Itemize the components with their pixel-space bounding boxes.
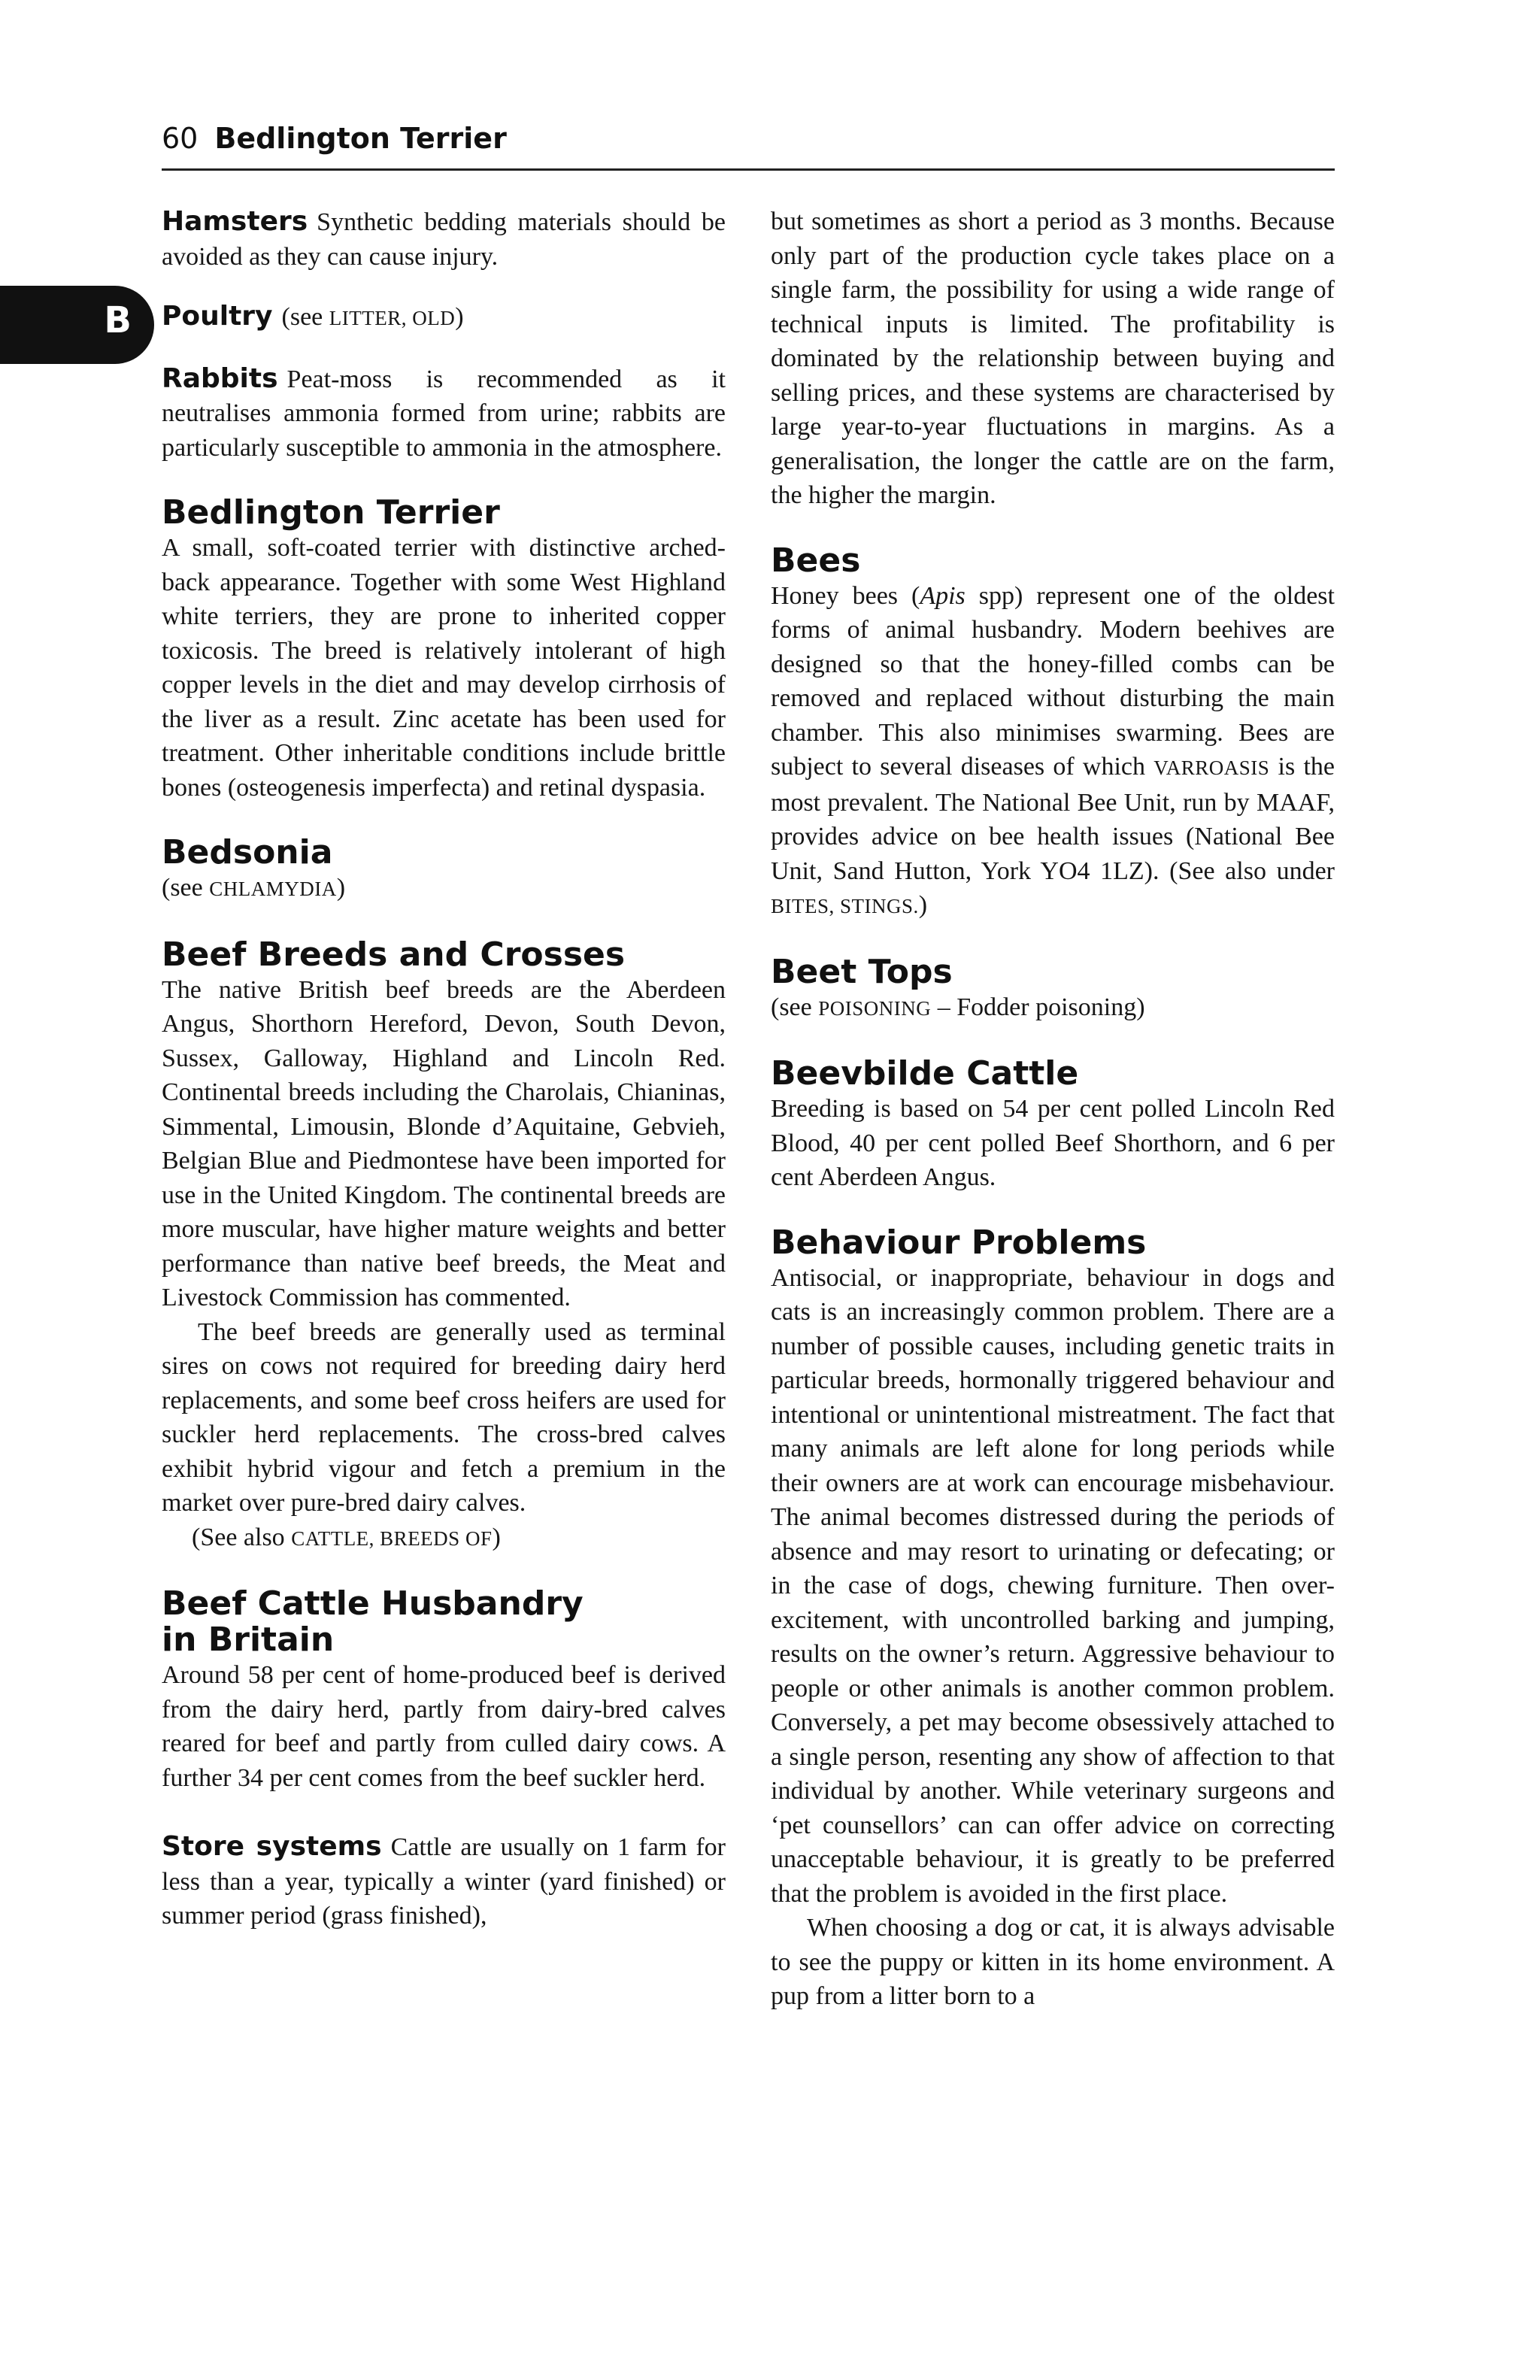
running-header xyxy=(162,122,1335,171)
page-number: 60 xyxy=(162,122,199,155)
running-title: Bedlington Terrier xyxy=(214,122,507,155)
left-column xyxy=(162,205,726,1933)
right-column xyxy=(771,205,1335,2014)
beef-breeds-see-also: (See also CATTLE, BREEDS OF) xyxy=(192,1523,501,1551)
entry-term: Poultry xyxy=(162,301,273,332)
bees-text: Honey bees (Apis spp) represent one of the oldest forms of animal husbandry. Modern beehives are designed so that the honey-filled combs can be removed and replaced without disturbing the main chamber. This also minimises swarming. Bees are subject to several diseases of which VARROASIS is the most prevalent. The National Bee Unit, run by MAAF, provides advice on bee health issues (National Bee Unit, Sand Hutton, York YO4 1LZ). (See also under BITES, STINGS.) xyxy=(771,581,1335,919)
cross-reference: CATTLE, BREEDS OF xyxy=(291,1527,493,1550)
section-tab xyxy=(0,286,154,364)
section-tab-letter: B xyxy=(104,299,132,341)
beef-husbandry-text: Around 58 per cent of home-produced beef is derived from the dairy herd, partly from dairy-bred calves reared for beef and partly from culled dairy cows. A further 34 per cent comes from the beef suckler herd. xyxy=(162,1661,726,1792)
heading-beet-tops: Beet Tops xyxy=(771,952,953,991)
beef-breeds-para2: The beef breeds are generally used as terminal sires on cows not required for breeding dairy herd replacements, and some beef cross heifers are used for suckler herd replacements. The cross-bred calves exhibit hybrid vigour and fetch a premium in the market over pure-bred dairy calves. xyxy=(162,1317,726,1517)
entry-rabbits xyxy=(162,362,726,465)
entry-term: Store systems xyxy=(162,1831,382,1862)
cross-reference: LITTER, OLD xyxy=(329,307,456,329)
entry-text: Cattle are usually on 1 farm for less than a year, typically a winter (yard finished) or summer period (grass finished), xyxy=(162,1833,726,1930)
store-systems-continuation: but sometimes as short a period as 3 months. Because only part of the production cycle takes place on a single farm, the possibility for using a wide range of technical inputs is limited. The profitability is dominated by the relationship between buying and selling prices, and these systems are characterised by large year-to-year fluctuations in margins. As a generalisation, the longer the cattle are on the farm, the higher the margin. xyxy=(771,208,1335,509)
beef-breeds-para1: The native British beef breeds are the Aberdeen Angus, Shorthorn Hereford, Devon, South Devon, Sussex, Galloway, Highland and Lincoln Red. Continental breeds including the Charolais, Chianinas, Simmental, Limousin, Blonde d’Aquitaine, Gebvieh, Belgian Blue and Piedmontese have been imported for use in the United Kingdom. The continental breeds are more muscular, have higher mature weights and better performance than native beef breeds, the Meat and Livestock Commission has commented. xyxy=(162,975,726,1311)
heading-beef-cattle-husbandry: Beef Cattle Husbandry in Britain xyxy=(162,1584,584,1659)
entry-poultry: Poultry (see LITTER, OLD) xyxy=(162,301,464,332)
beevbilde-text: Breeding is based on 54 per cent polled Lincoln Red Blood, 40 per cent polled Beef Shorthorn, and 6 per cent Aberdeen Angus. xyxy=(771,1095,1335,1191)
heading-beef-breeds: Beef Breeds and Crosses xyxy=(162,935,626,974)
cross-reference: BITES, STINGS. xyxy=(771,895,919,917)
behaviour-para1: Antisocial, or inappropriate, behaviour in dogs and cats is an increasingly common problem. There are a number of possible causes, including genetic traits in particular breeds, hormonally triggered behaviour and intentional or unintentional mistreatment. The fact that many animals are left alone for long periods while their owners are at work can encourage misbehaviour. The animal becomes distressed during the periods of absence and may resort to urinating or defecating; or in the case of dogs, chewing furniture. Then over-excitement, with uncontrolled barking and jumping, results on the owner’s return. Aggressive behaviour to people or other animals is another common problem. Conversely, a pet may become obsessively attached to a single person, resenting any show of affection to that individual by another. While veterinary surgeons and ‘pet counsellors’ can can offer advice on correcting unacceptable behaviour, it is greatly to be preferred that the problem is avoided in the first place. xyxy=(771,1263,1335,1908)
heading-bedlington-terrier: Bedlington Terrier xyxy=(162,493,500,532)
behaviour-para2: When choosing a dog or cat, it is always advisable to see the puppy or kitten in its home environment. A pup from a litter born to a xyxy=(771,1914,1335,2010)
entry-hamsters xyxy=(162,205,726,274)
bedsonia-ref: (see CHLAMYDIA) xyxy=(162,874,346,902)
heading-bees: Bees xyxy=(771,541,861,580)
cross-reference: CHLAMYDIA xyxy=(209,878,337,900)
entry-text: Synthetic bedding materials should be avoided as they can cause injury. xyxy=(162,208,726,271)
entry-term: Hamsters xyxy=(162,206,308,237)
entry-store-systems xyxy=(162,1830,726,1933)
beet-tops-ref: (see POISONING – Fodder poisoning) xyxy=(771,993,1145,1021)
entry-term: Rabbits xyxy=(162,362,278,394)
heading-bedsonia: Bedsonia xyxy=(162,833,333,872)
heading-behaviour-problems: Behaviour Problems xyxy=(771,1223,1147,1262)
cross-reference: VARROASIS xyxy=(1153,756,1270,779)
bedlington-text: A small, soft-coated terrier with distinctive arched-back appearance. Together with some West Highland white terriers, they are prone to inherited copper toxicosis. The breed is relatively intolerant of high copper levels in the diet and may develop cirrhosis of the liver as a result. Zinc acetate has been used for treatment. Other inheritable conditions include brittle bones (osteogenesis imperfecta) and retinal dyspasia. xyxy=(162,534,726,802)
entry-text: Peat-moss is recommended as it neutralises ammonia formed from urine; rabbits are particularly susceptible to ammonia in the atmosphere. xyxy=(162,365,726,462)
heading-beevbilde-cattle: Beevbilde Cattle xyxy=(771,1054,1079,1093)
cross-reference: POISONING xyxy=(818,996,932,1020)
